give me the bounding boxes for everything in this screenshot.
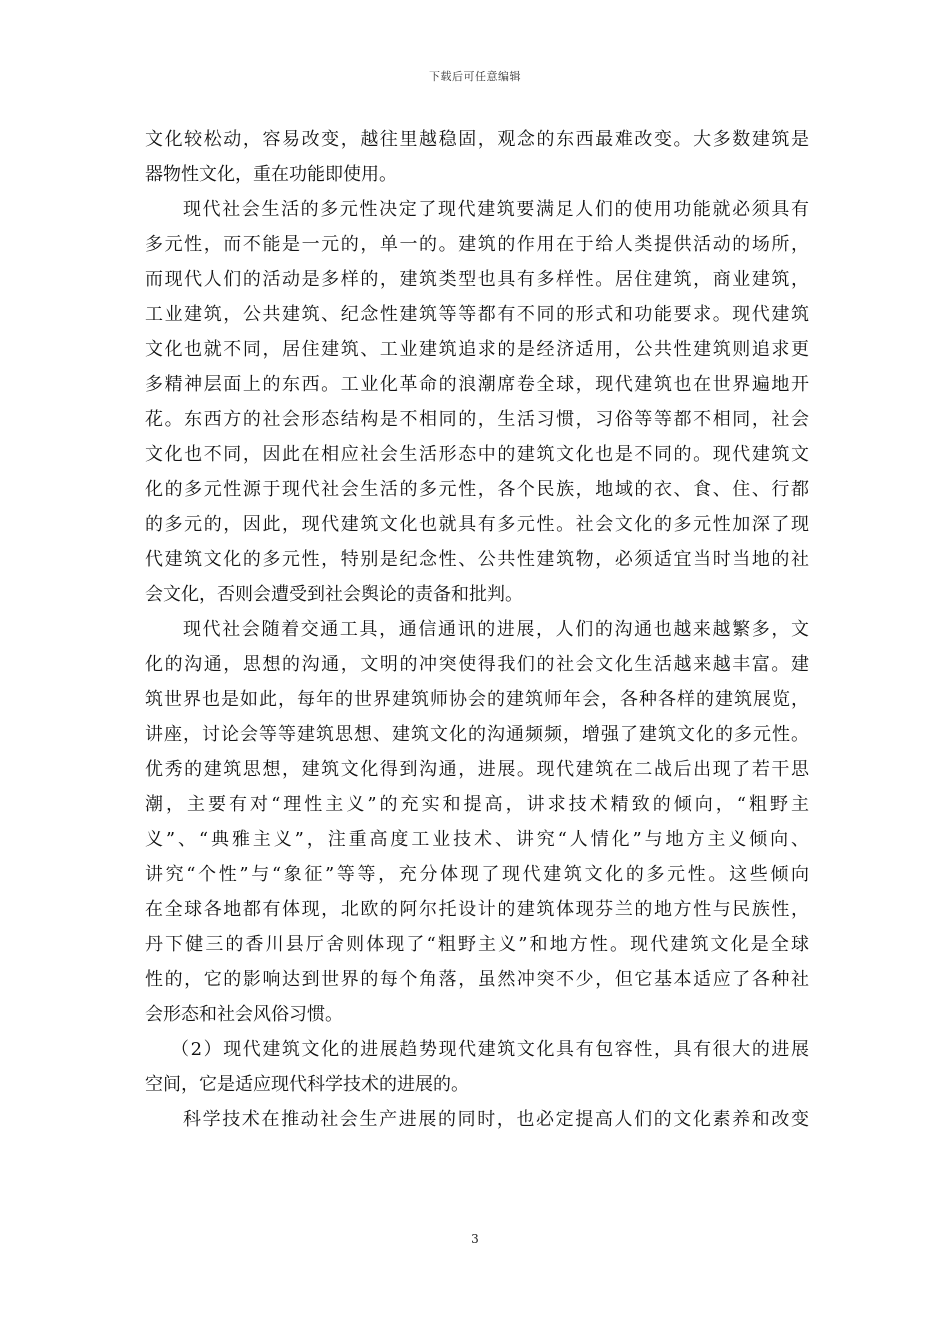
page-number: 3	[471, 1232, 479, 1246]
text-line: 代建筑文化的多元性，特别是纪念性、公共性建筑物，必须适宜当时当地的社	[145, 549, 809, 570]
text-line: （2）现代建筑文化的进展趋势现代建筑文化具有包容性，具有很大的进展	[171, 1039, 809, 1060]
text-line: 的多元的，因此，现代建筑文化也就具有多元性。社会文化的多元性加深了现	[145, 514, 809, 535]
text-line: 性的，它的影响达到世界的每个角落，虽然冲突不少，但它基本适应了各种社	[145, 969, 809, 990]
text-line: 文化也不同，因此在相应社会生活形态中的建筑文化也是不同的。现代建筑文	[145, 444, 809, 465]
text-line: 现代社会随着交通工具，通信通讯的进展，人们的沟通也越来越繁多，文	[183, 619, 809, 640]
text-line: 现代社会生活的多元性决定了现代建筑要满足人们的使用功能就必须具有	[183, 199, 809, 220]
text-line: 讲究“个性”与“象征”等等，充分体现了现代建筑文化的多元性。这些倾向	[145, 864, 809, 885]
text-line: 化的多元性源于现代社会生活的多元性，各个民族，地域的衣、食、住、行都	[145, 479, 809, 500]
text-line: 文化较松动，容易改变，越往里越稳固，观念的东西最难改变。大多数建筑是	[145, 129, 809, 150]
text-line: 器物性文化，重在功能即使用。	[145, 164, 397, 185]
text-line: 在全球各地都有体现，北欧的阿尔托设计的建筑体现芬兰的地方性与民族性，	[145, 899, 809, 920]
text-line: 讲座，讨论会等等建筑思想、建筑文化的沟通频频，增强了建筑文化的多元性。	[145, 724, 809, 745]
text-line: 化的沟通，思想的沟通，文明的冲突使得我们的社会文化生活越来越丰富。建	[145, 654, 809, 675]
text-line: 多精神层面上的东西。工业化革命的浪潮席卷全球，现代建筑也在世界遍地开	[145, 374, 809, 395]
text-line: 丹下健三的香川县厅舍则体现了“粗野主义”和地方性。现代建筑文化是全球	[145, 934, 809, 955]
text-line: 会文化，否则会遭受到社会舆论的责备和批判。	[145, 584, 523, 605]
text-line: 潮，主要有对“理性主义”的充实和提高，讲求技术精致的倾向，“粗野主	[145, 794, 809, 815]
text-line: 会形态和社会风俗习惯。	[145, 1004, 343, 1025]
text-line: 工业建筑，公共建筑、纪念性建筑等等都有不同的形式和功能要求。现代建筑	[145, 304, 809, 325]
text-line: 花。东西方的社会形态结构是不相同的，生活习惯，习俗等等都不相同，社会	[145, 409, 809, 430]
text-line: 优秀的建筑思想，建筑文化得到沟通，进展。现代建筑在二战后出现了若干思	[145, 759, 809, 780]
text-line: 义”、“典雅主义”，注重高度工业技术、讲究“人情化”与地方主义倾向、	[145, 829, 809, 850]
text-line: 筑世界也是如此，每年的世界建筑师协会的建筑师年会，各种各样的建筑展览，	[145, 689, 809, 710]
text-line: 文化也就不同，居住建筑、工业建筑追求的是经济适用，公共性建筑则追求更	[145, 339, 809, 360]
text-line: 而现代人们的活动是多样的，建筑类型也具有多样性。居住建筑，商业建筑，	[145, 269, 809, 290]
page-header: 下载后可任意编辑	[429, 70, 521, 83]
body-text	[145, 122, 809, 1137]
text-line: 科学技术在推动社会生产进展的同时，也必定提高人们的文化素养和改变	[183, 1109, 809, 1130]
text-line: 多元性，而不能是一元的，单一的。建筑的作用在于给人类提供活动的场所，	[145, 234, 809, 255]
text-line: 空间，它是适应现代科学技术的进展的。	[145, 1074, 469, 1095]
